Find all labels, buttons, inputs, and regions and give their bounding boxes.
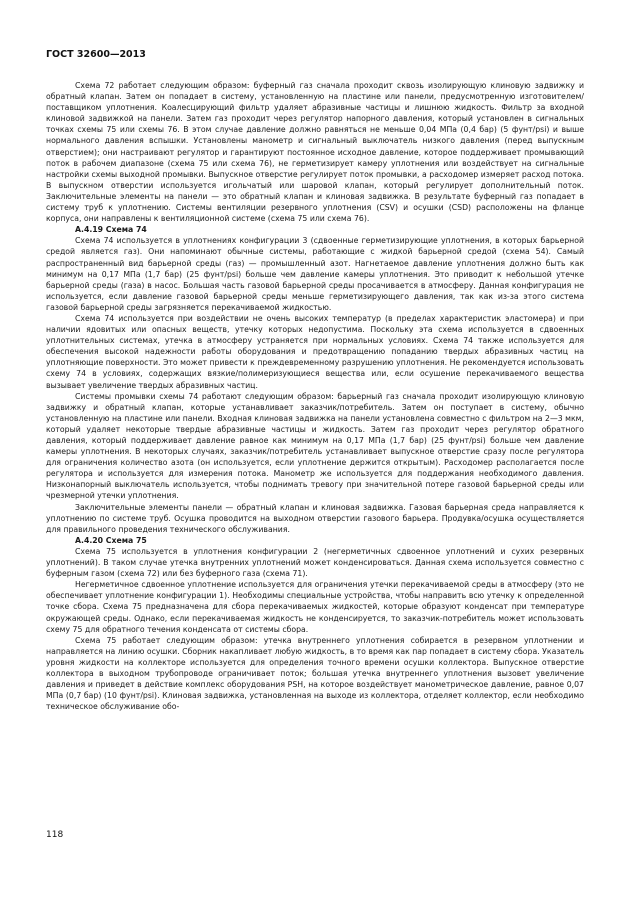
paragraph: Схема 75 работает следующим образом: утечка внутреннего уплотнения собирается в резервном уплотнении и направляется на линию осушки. Сборник накапливает любую жидкость, в то время как пар попадает в систему сбора. Указатель уровня жидкости на коллекторе используется для определения точного времени осушки коллектора. Выпускное отверстие коллектора в выходном трубопроводе ограничивает поток; большая утечка внутреннего уплотнения вызовет увеличение давления и приведет в действие комплекс оборудования PSH, на которое воздействует манометрическое давление, равное 0,07 МПа (0,7 бар) (10 фунт/psi). Клиновая задвижка, установленная на выходе из коллектора, отделяет коллектор, если необходимо техническое обслуживание обо- — [46, 635, 584, 712]
document-header: ГОСТ 32600—2013 — [46, 49, 146, 60]
paragraph: Схема 74 используется в уплотнениях конфигурации 3 (сдвоенные герметизирующие уплотнения, в которых барьерной средой является газ). Они напоминают обычные системы, работающие с жидкой барьерной средой (схема 54). Самый распространенный вид барьерной среды (газ) — промышленный азот. Нагнетаемое давление уплотнения должно быть как минимум на 0,17 МПа (1,7 бар) (25 фунт/psi) больше чем давление камеры уплотнения. Это приводит к небольшой утечке барьерной среды (газа) в насос. Большая часть газовой барьерной среды просачивается в атмосферу. Данная конфигурация не используется, если давление газовой барьерной среды меньше герметизирующего давления, так как из-за этого система газовой барьерной среды загрязняется перекачиваемой жидкостью. — [46, 236, 584, 312]
document-body — [46, 80, 584, 712]
paragraph: Схема 72 работает следующим образом: буферный газ сначала проходит сквозь изолирующую клиновую задвижку и обратный клапан. Затем он попадает в систему, установленную на пластине или панели, предусмотренную изготовителем/поставщиком уплотнения. Коалесцирующий фильтр удаляет абразивные частицы и лишнюю жидкость. Фильтр за входной клиновой задвижкой на панели. Затем газ проходит через регулятор напорного давления, который установлен в сигнальных точках схемы 75 или схемы 76. В этом случае давление должно равняться не меньше 0,04 МПа (0,4 бар) (5 фунт/psi) и выше нормального давления вспышки. Установлены манометр и сигнальный выключатель низкого давления (перед выпускным отверстием); они настраивают регулятор и гарантируют постоянное исходное давление, которое поддерживает промывающий поток в рабочем диапазоне (схема 75 или схема 76), не герметизирует камеру уплотнения или воздействует на сигнальные настройки схемы выходной промывки. Выпускное отверстие регулирует поток промывки, а расходомер измеряет расход потока. В выпускном отверстии используется игольчатый или шаровой клапан, который регулирует дополнительный поток. Заключительные элементы на панели — это обратный клапан и клиновая задвижка. В результате буферный газ попадает в систему труб к уплотнению. Системы вентиляции резервного уплотнения (CSV) и осушки (CSD) расположены на фланце корпуса, они направлены к вентиляционной системе (схема 75 или схема 76). — [46, 81, 584, 224]
paragraph: Заключительные элементы панели — обратный клапан и клиновая задвижка. Газовая барьерная среда направляется к уплотнению по системе труб. Осушка проводится на выходном отверстии газового барьера. Продувка/осушка осуществляется для правильного проведения технического обслуживания. — [46, 502, 584, 534]
paragraph: Негерметичное сдвоенное уплотнение используется для ограничения утечки перекачиваемой среды в атмосферу (это не обеспечивает уплотнение конфигурации 1). Необходимы специальные устройства, чтобы направить всю утечку к определенной точке сбора. Схема 75 предназначена для сбора перекачиваемых жидкостей, которые образуют конденсат при температуре окружающей среды. Однако, если перекачиваемая жидкость не конденсируется, то заказчик-потребитель может использовать схему 75 для обратного течения конденсата от системы сбора. — [46, 580, 584, 634]
section-heading: А.4.19 Схема 74 — [75, 225, 147, 235]
paragraph: Системы промывки схемы 74 работают следующим образом: барьерный газ сначала проходит изолирующую клиновую задвижку и обратный клапан, которые устанавливает заказчик/потребитель. Затем он поступает в систему, обычно установленную на пластине или панели. Входная клиновая задвижка на панели установлена совместно с фильтром на 2—3 мкм, который удаляет некоторые твердые абразивные частицы и жидкость. Затем газ проходит через регулятор обратного давления, который поддерживает давление равное как минимум на 0,17 МПа (1,7 бар) (25 фунт/psi) больше чем давление камеры уплотнения. В некоторых случаях, заказчик/потребитель устанавливает выпускное отверстие сразу после регулятора для ограничения количество азота (он используется, если уплотнение держится открытым). Расходомер располагается после регулятора и используется для измерения потока. Манометр же используется для поддержания необходимого давления. Низконапорный выключатель используется, чтобы поднимать тревогу при значительной потере газовой барьерной среды или чрезмерной утечки уплотнения. — [46, 391, 584, 501]
paragraph: Схема 74 используется при воздействии не очень высоких температур (в пределах характеристик эластомера) и при наличии ядовитых или опасных веществ, утечку которых недопустима. Поскольку эта схема используется в сдвоенных уплотнительных системах, утечка в атмосферу устраняется при нормальных условиях. Схема 74 также используется для обеспечения высокой надежности работы оборудования и предотвращению попаданию твердых абразивных частиц на уплотняющие поверхности. Это может привести к преждевременному разрушению уплотнения. Не рекомендуется использовать схему 74 в условиях, содержащих вязкие/полимеризующиеся вещества или, если осушение перекачиваемого вещества вызывает увеличение твердых абразивных частиц. — [46, 313, 584, 390]
paragraph: Схема 75 используется в уплотнения конфигурации 2 (негерметичных сдвоенное уплотнений и сухих резервных уплотнений). В таком случае утечка внутренних уплотнений может конденсироваться. Данная схема используется совместно с буферным газом (схема 72) или без буферного газа (схема 71). — [46, 546, 584, 579]
section-heading: А.4.20 Схема 75 — [75, 535, 147, 545]
page-number: 118 — [46, 830, 64, 840]
